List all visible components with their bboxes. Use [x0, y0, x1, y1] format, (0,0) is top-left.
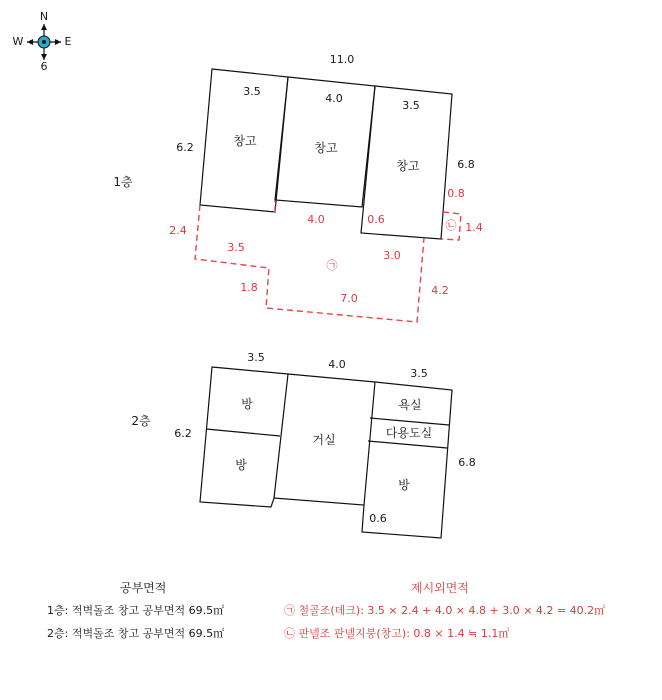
floor2-outline: [200, 367, 452, 538]
f2-room-living: 거실: [312, 433, 336, 447]
compass-west: W: [12, 35, 24, 48]
f2-room-utility: 다용도실: [385, 426, 433, 440]
f1-dim-h-right: 6.8: [457, 158, 475, 171]
f2-dim-0-6: 0.6: [369, 512, 387, 525]
f1-deck-dim-0-6: 0.6: [367, 213, 385, 226]
f1-dim-w-left: 3.5: [243, 85, 261, 98]
legend-right-line-2: ㉡ 판넬조 판넬지붕(창고): 0.8 × 1.4 ≒ 1.1㎡: [284, 627, 510, 640]
f2-wall-3: [206, 429, 280, 436]
floor2-label: 2층: [131, 414, 151, 428]
f1-deck-dim-7-0: 7.0: [340, 292, 358, 305]
compass-icon: [13, 10, 72, 73]
f1-room-3: 창고: [396, 159, 420, 173]
f1-dim-w-right: 3.5: [402, 99, 420, 112]
f2-dim-w-mid: 4.0: [328, 358, 346, 371]
legend-right-title: 제시외면적: [411, 581, 469, 595]
f2-dim-w-left: 3.5: [247, 351, 265, 364]
f1-room-2: 창고: [314, 141, 338, 155]
f2-wall-5: [368, 441, 447, 448]
floor1-plan: [113, 53, 482, 322]
f2-dim-h-left: 6.2: [174, 427, 192, 440]
floor2-plan: [131, 351, 475, 538]
f2-room-bath: 욕실: [398, 398, 422, 412]
f1-deck-dim-4-2: 4.2: [431, 284, 449, 297]
f2-room-bang1: 방: [241, 397, 253, 411]
f2-wall-2: [364, 382, 375, 505]
f1-dim-total: 11.0: [329, 53, 355, 66]
f2-dim-w-right: 3.5: [410, 367, 428, 380]
f1-canopy-dim-1-4: 1.4: [465, 221, 483, 234]
legend-left-title: 공부면적: [120, 581, 167, 595]
f1-room-1: 창고: [233, 134, 257, 148]
f2-room-bang3: 방: [398, 478, 410, 492]
compass-north: N: [39, 10, 49, 23]
f1-deck-dim-3-0: 3.0: [383, 249, 401, 262]
f1-dim-w-mid: 4.0: [325, 92, 343, 105]
f1-dim-h-left: 6.2: [176, 141, 194, 154]
floor1-label: 1층: [113, 175, 133, 189]
compass-east: E: [64, 35, 72, 48]
f1-deck-dim-4-0: 4.0: [307, 213, 325, 226]
f1-deck-dim-1-8: 1.8: [240, 281, 258, 294]
f2-room-bang2: 방: [235, 458, 247, 472]
compass-south: 6: [40, 60, 48, 73]
legend-left-line-2: 2층: 적벽돌조 창고 공부면적 69.5㎡: [47, 627, 225, 640]
f1-canopy-symbol: ㉡: [445, 219, 457, 232]
f2-dim-h-right: 6.8: [458, 456, 476, 469]
f1-canopy-dim-0-8: 0.8: [447, 187, 465, 200]
legend-left-line-1: 1층: 적벽돌조 창고 공부면적 69.5㎡: [47, 604, 225, 617]
legend-right-line-1: ㉠ 철골조(데크): 3.5 × 2.4 + 4.0 × 4.8 + 3.0 × 4.2 = 40.2㎡: [284, 604, 606, 617]
f1-deck-dim-2-4: 2.4: [169, 224, 187, 237]
f1-deck-symbol: ㉠: [326, 259, 338, 272]
f2-wall-4: [370, 418, 449, 425]
f1-deck-dim-3-5: 3.5: [227, 241, 245, 254]
